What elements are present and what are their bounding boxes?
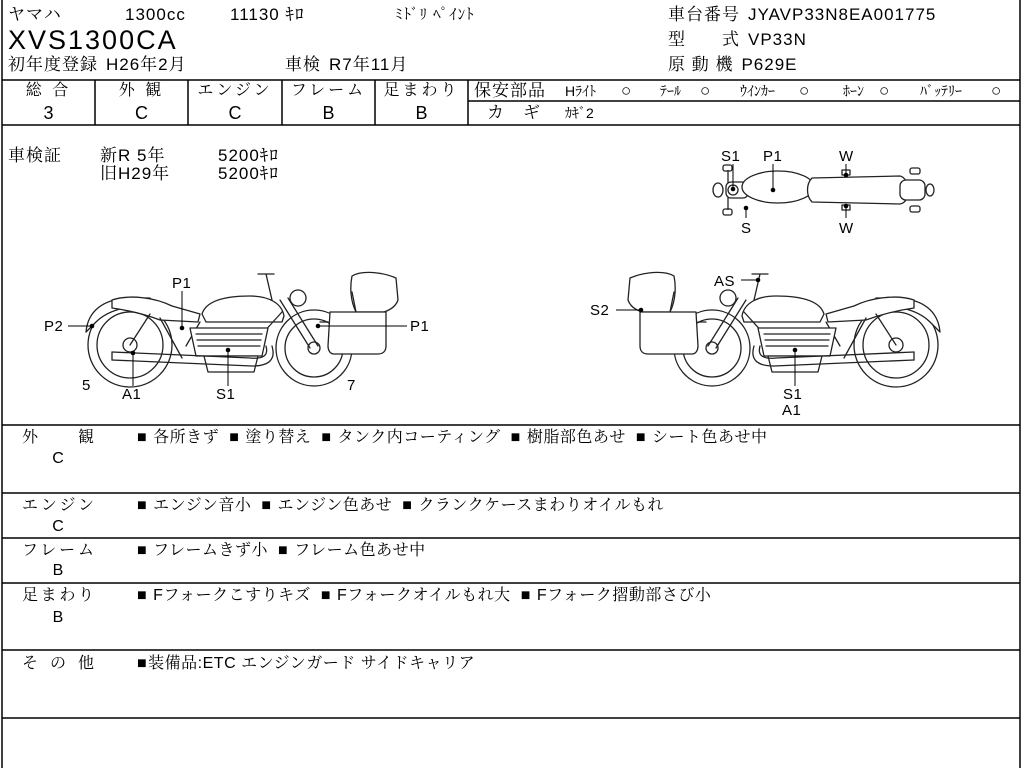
right-side-bike-outline — [628, 272, 940, 387]
remark-item: 塗り替え — [245, 429, 312, 446]
bullet: ■ — [261, 497, 272, 514]
remark-grade-suspension: B — [52, 609, 64, 626]
vehicle-inspection-value: R7年11月 — [329, 55, 409, 74]
top-view-diagram — [713, 148, 934, 237]
remark-category-suspension: 足まわり — [22, 587, 94, 604]
key-label: カ ギ — [487, 103, 541, 122]
safety-item-winker: ｳｲﾝｶｰ — [740, 83, 775, 99]
grade-value: B — [322, 103, 335, 123]
remark-item: エンジン色あせ — [277, 497, 393, 514]
grade-label: エンジン — [197, 82, 273, 99]
left-view-label-p1-front: P1 — [410, 318, 430, 335]
remark-item: Fフォーク摺動部さび小 — [536, 587, 712, 604]
right-side-view-diagram — [590, 272, 940, 419]
remark-notes-frame — [137, 541, 436, 561]
grade-overall — [2, 80, 95, 125]
bullet: ■ — [278, 542, 289, 559]
safety-item-taillight: ﾃｰﾙ — [660, 83, 681, 99]
top-view-label-p1: P1 — [763, 148, 783, 165]
remark-category-exterior: 外 観 — [22, 429, 94, 446]
vehicle-inspection — [285, 55, 408, 75]
grade-value: B — [415, 103, 428, 123]
model-name: XVS1300CA — [8, 25, 178, 55]
remark-notes-engine — [137, 496, 674, 516]
top-view-label-w-upper: W — [839, 148, 854, 165]
frame-number-value: JYAVP33N8EA001775 — [748, 5, 937, 24]
top-view-label-s1: S1 — [721, 148, 741, 165]
left-view-label-rear-tire: 5 — [82, 377, 91, 394]
remark-item: シート色あせ中 — [652, 429, 768, 446]
remark-item: Fフォークこすりキズ — [153, 587, 311, 604]
first-registration — [8, 55, 187, 75]
safety-item-horn: ﾎｰﾝ — [843, 83, 864, 99]
safety-item-battery: ﾊﾞｯﾃﾘｰ — [920, 83, 962, 99]
right-view-label-as: AS — [714, 273, 736, 290]
remark-item: Fフォークオイルもれ大 — [337, 587, 511, 604]
bullet: ■ — [137, 497, 148, 514]
remark-notes-other — [137, 654, 485, 674]
paint-color: ﾐﾄﾞﾘ ﾍﾟｲﾝﾄ — [395, 6, 475, 23]
bullet: ■ — [137, 542, 148, 559]
right-view-label-a1: A1 — [782, 402, 802, 419]
left-view-label-p1-top: P1 — [172, 275, 192, 292]
bullet: ■ — [137, 429, 148, 446]
safety-status-headlight: ○ — [621, 81, 633, 100]
frame-number — [668, 5, 936, 25]
left-view-label-front-tire: 7 — [347, 377, 356, 394]
remark-grade-exterior: C — [52, 450, 64, 467]
right-view-label-s2: S2 — [590, 302, 610, 319]
registration-new-mileage: 5200ｷﾛ — [218, 146, 279, 165]
remark-item: タンク内コーティング — [337, 429, 501, 446]
grade-value: C — [228, 103, 242, 123]
remark-notes-suspension — [137, 586, 721, 606]
grade-frame — [282, 80, 375, 125]
model-code — [668, 30, 807, 50]
grade-label: 総 合 — [25, 82, 72, 99]
remark-notes-exterior — [137, 428, 778, 448]
grade-value: C — [135, 103, 148, 123]
safety-status-horn: ○ — [879, 81, 891, 100]
safety-status-taillight: ○ — [700, 81, 712, 100]
bullet: ■ — [229, 429, 240, 446]
bullet: ■ — [137, 587, 148, 604]
remark-grade-engine: C — [52, 518, 64, 535]
safety-status-winker: ○ — [799, 81, 811, 100]
left-view-label-s1: S1 — [216, 386, 236, 403]
grade-label: 足まわり — [383, 82, 460, 99]
bullet: ■ — [520, 587, 531, 604]
remark-category-frame: フレーム — [22, 542, 94, 559]
registration-old-mileage: 5200ｷﾛ — [218, 164, 279, 183]
left-side-view-diagram — [44, 272, 429, 403]
frame-number-label: 車台番号 — [668, 5, 740, 24]
first-registration-value: H26年2月 — [106, 55, 187, 74]
safety-status-battery: ○ — [991, 81, 1003, 100]
first-registration-label: 初年度登録 — [8, 55, 98, 74]
bullet: ■ — [510, 429, 521, 446]
remark-grade-frame: B — [52, 562, 64, 579]
top-view-label-w-lower: W — [839, 220, 854, 237]
grade-label: 外 観 — [118, 82, 165, 99]
vehicle-inspection-label: 車検 — [285, 55, 321, 74]
model-code-label: 型 式 — [668, 30, 740, 49]
mileage: 11130 ｷﾛ — [230, 5, 305, 24]
grade-suspension — [375, 80, 468, 125]
remark-item: クランクケースまわりオイルもれ — [418, 497, 665, 514]
remark-item: 樹脂部色あせ — [526, 429, 626, 446]
remark-item: エンジン音小 — [153, 497, 252, 514]
registration-new-label: 新R 5年 — [100, 146, 166, 165]
grade-value: 3 — [43, 103, 54, 123]
engine-code — [668, 55, 798, 75]
bullet: ■ — [402, 497, 413, 514]
safety-parts-label: 保安部品 — [474, 81, 546, 100]
safety-item-headlight: Hﾗｲﾄ — [565, 83, 597, 99]
registration-old-label: 旧H29年 — [100, 164, 171, 183]
bullet: ■ — [321, 429, 332, 446]
remark-item: フレームきず小 — [153, 542, 269, 559]
registration-certificate-label: 車検証 — [8, 146, 62, 165]
remark-category-engine: エンジン — [22, 497, 94, 514]
bullet: ■ — [320, 587, 331, 604]
remark-item: 各所きず — [153, 429, 220, 446]
left-view-label-a1: A1 — [122, 386, 142, 403]
maker-name: ヤマハ — [8, 5, 62, 24]
bullet: ■ — [137, 655, 148, 672]
left-view-label-p2: P2 — [44, 318, 64, 335]
top-view-label-s: S — [741, 220, 752, 237]
grade-label: フレーム — [290, 82, 367, 99]
grade-engine — [188, 80, 282, 125]
right-view-label-s1: S1 — [783, 386, 803, 403]
remark-item: 装備品:ETC エンジンガード サイドキャリア — [148, 655, 476, 672]
engine-code-label: 原 動 機 — [668, 55, 734, 74]
engine-code-value: P629E — [741, 55, 798, 74]
remark-item: フレーム色あせ中 — [294, 542, 426, 559]
bullet: ■ — [635, 429, 646, 446]
remark-category-other: そ の 他 — [22, 655, 94, 672]
model-code-value: VP33N — [748, 30, 807, 49]
grade-exterior — [95, 80, 188, 125]
key-value: ｶｷﾞ2 — [565, 105, 594, 121]
displacement: 1300cc — [125, 5, 186, 24]
